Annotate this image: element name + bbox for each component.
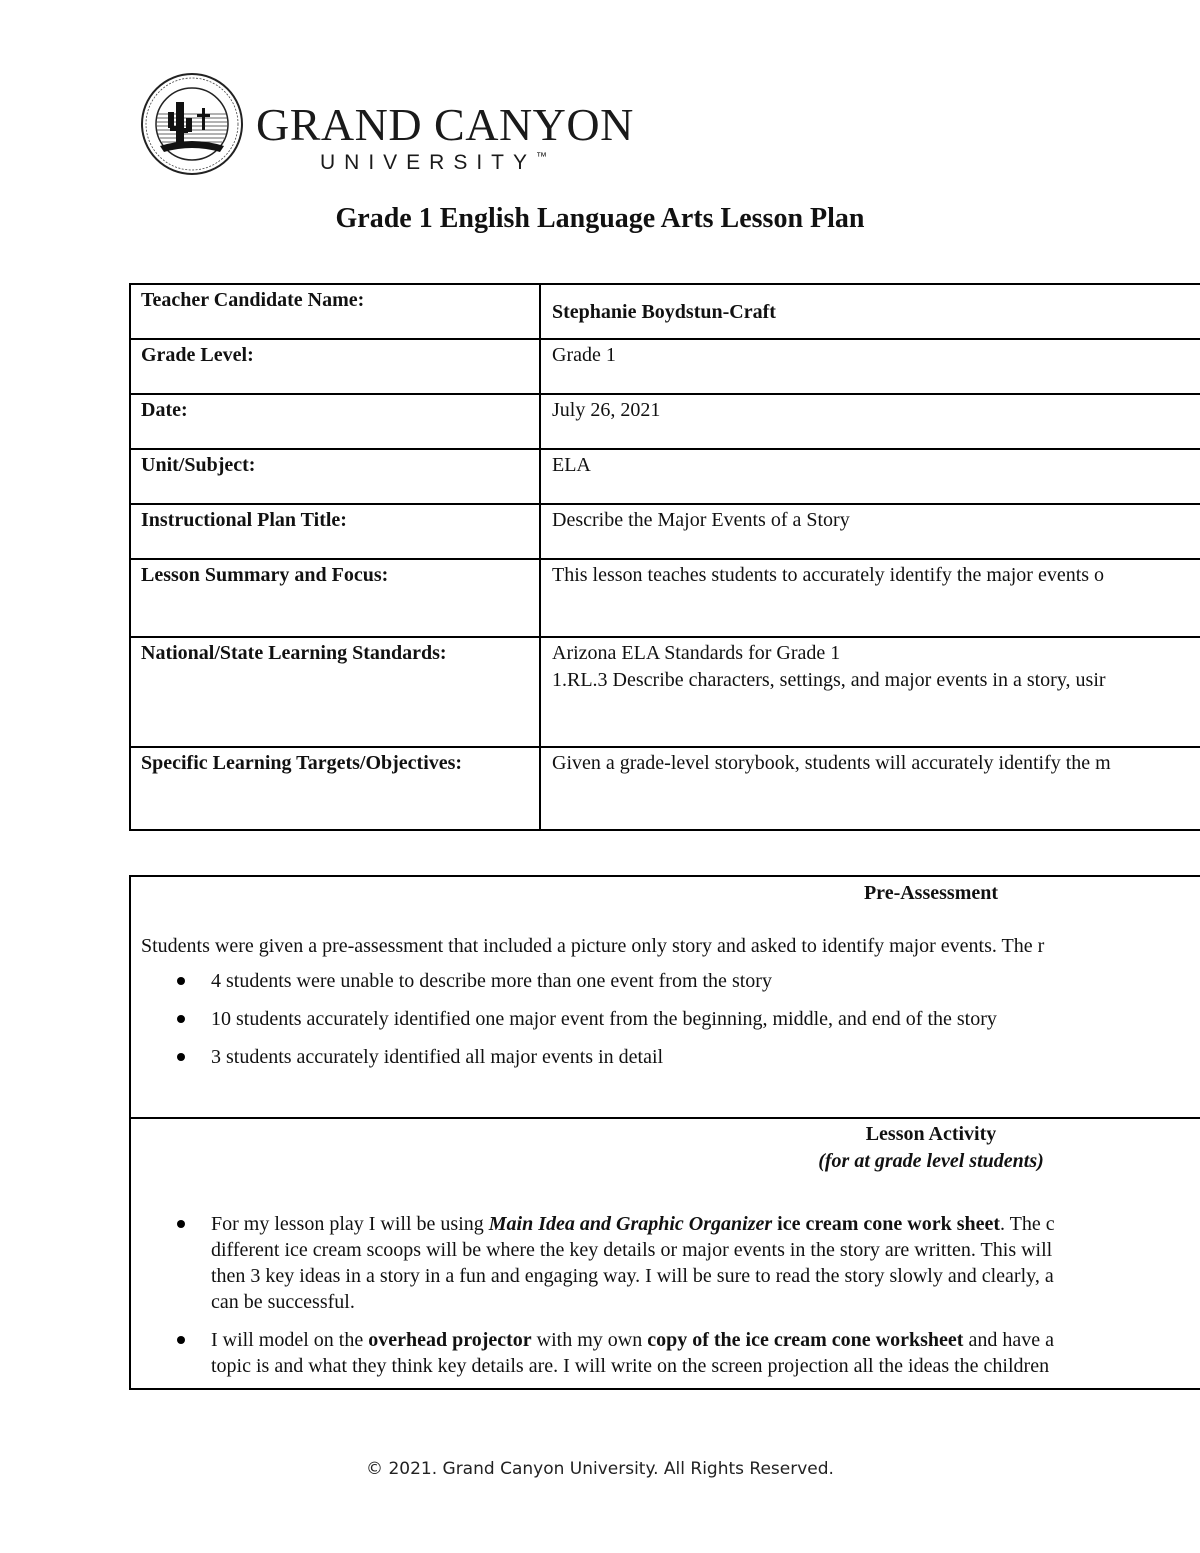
copyright-footer: © 2021. Grand Canyon University. All Rights Reserved. <box>366 1459 834 1479</box>
table-row <box>130 449 1200 504</box>
row-value: July 26, 2021 <box>540 394 1200 449</box>
worksheet-title: Main Idea and Graphic Organizer <box>488 1213 773 1235</box>
row-value: Describe the Major Events of a Story <box>540 504 1200 559</box>
table-row <box>130 284 1200 339</box>
row-value <box>540 637 1200 747</box>
standards-line-2: 1.RL.3 Describe characters, settings, and major events in a story, usir <box>552 669 1106 691</box>
list-item <box>141 1211 1200 1315</box>
bullet-icon <box>177 1015 185 1023</box>
row-label: Instructional Plan Title: <box>130 504 540 559</box>
list-item-text: 4 students were unable to describe more than one event from the story <box>211 970 772 992</box>
table-row <box>130 637 1200 747</box>
row-value: ELA <box>540 449 1200 504</box>
bullet-icon <box>177 1220 185 1228</box>
standards-line-1: Arizona ELA Standards for Grade 1 <box>552 642 841 664</box>
document-title: Grade 1 English Language Arts Lesson Plan <box>335 203 865 234</box>
table-row <box>130 747 1200 830</box>
row-label: Teacher Candidate Name: <box>130 284 540 339</box>
wordmark-main: GRAND CANYON <box>256 99 634 150</box>
text-run: with my own <box>531 1329 648 1351</box>
list-item <box>141 968 1200 994</box>
row-label: Date: <box>130 394 540 449</box>
list-item <box>141 1044 1200 1070</box>
trademark-symbol: ™ <box>536 151 548 163</box>
pre-assessment-section <box>131 877 1200 1119</box>
wordmark-sub-text: UNIVERSITY <box>320 151 537 174</box>
pre-assessment-list <box>141 968 1200 1070</box>
row-label: Grade Level: <box>130 339 540 394</box>
wordmark-sub <box>320 152 547 173</box>
bullet-line: can be successful. <box>211 1291 355 1313</box>
bullet-icon <box>177 1053 185 1061</box>
pre-assessment-heading: Pre-Assessment <box>863 882 999 904</box>
table-row <box>130 394 1200 449</box>
bullet-line: then 3 key ideas in a story in a fun and engaging way. I will be sure to read the story slowly and clearly, a <box>211 1265 1054 1287</box>
list-item <box>141 1327 1200 1379</box>
row-label: Unit/Subject: <box>130 449 540 504</box>
university-logo <box>140 72 634 176</box>
bullet-line <box>211 1327 1200 1353</box>
row-label: Specific Learning Targets/Objectives: <box>130 747 540 830</box>
list-item-text: 10 students accurately identified one major event from the beginning, middle, and end of the story <box>211 1008 997 1030</box>
lesson-info-table <box>129 283 1200 831</box>
list-item <box>141 1006 1200 1032</box>
lesson-activity-heading: Lesson Activity <box>865 1123 997 1145</box>
list-item-text: 3 students accurately identified all major events in detail <box>211 1046 664 1068</box>
bullet-line: topic is and what they think key details are. I will write on the screen projection all the ideas the children <box>211 1355 1050 1377</box>
row-value: Stephanie Boydstun-Craft <box>540 284 1200 339</box>
bullet-line: different ice cream scoops will be where the key details or major events in the story are written. This will <box>211 1239 1053 1261</box>
university-seal-icon <box>140 72 244 176</box>
text-bold: copy of the ice cream cone worksheet <box>647 1329 964 1351</box>
table-row <box>130 504 1200 559</box>
bullet-icon <box>177 1336 185 1344</box>
row-value: Grade 1 <box>540 339 1200 394</box>
text-bold: overhead projector <box>368 1329 532 1351</box>
assessment-activity-box <box>129 875 1200 1390</box>
text-run: and have a <box>963 1329 1054 1351</box>
text-run: For my lesson play I will be using <box>211 1213 489 1235</box>
bullet-icon <box>177 977 185 985</box>
lesson-activity-list <box>141 1211 1200 1379</box>
lesson-activity-section <box>131 1119 1200 1379</box>
lesson-activity-subheading: (for at grade level students) <box>818 1150 1044 1172</box>
bullet-line <box>211 1211 1200 1237</box>
row-label: Lesson Summary and Focus: <box>130 559 540 637</box>
table-row <box>130 339 1200 394</box>
row-value: Given a grade-level storybook, students will accurately identify the m <box>540 747 1200 830</box>
pre-assessment-intro: Students were given a pre-assessment that included a picture only story and asked to identify major events. The r <box>141 935 1045 957</box>
worksheet-name: ice cream cone work sheet <box>772 1213 1001 1235</box>
row-label: National/State Learning Standards: <box>130 637 540 747</box>
row-value: This lesson teaches students to accurately identify the major events o <box>540 559 1200 637</box>
table-row <box>130 559 1200 637</box>
text-run: . The c <box>1000 1213 1055 1235</box>
text-run: I will model on the <box>211 1329 369 1351</box>
